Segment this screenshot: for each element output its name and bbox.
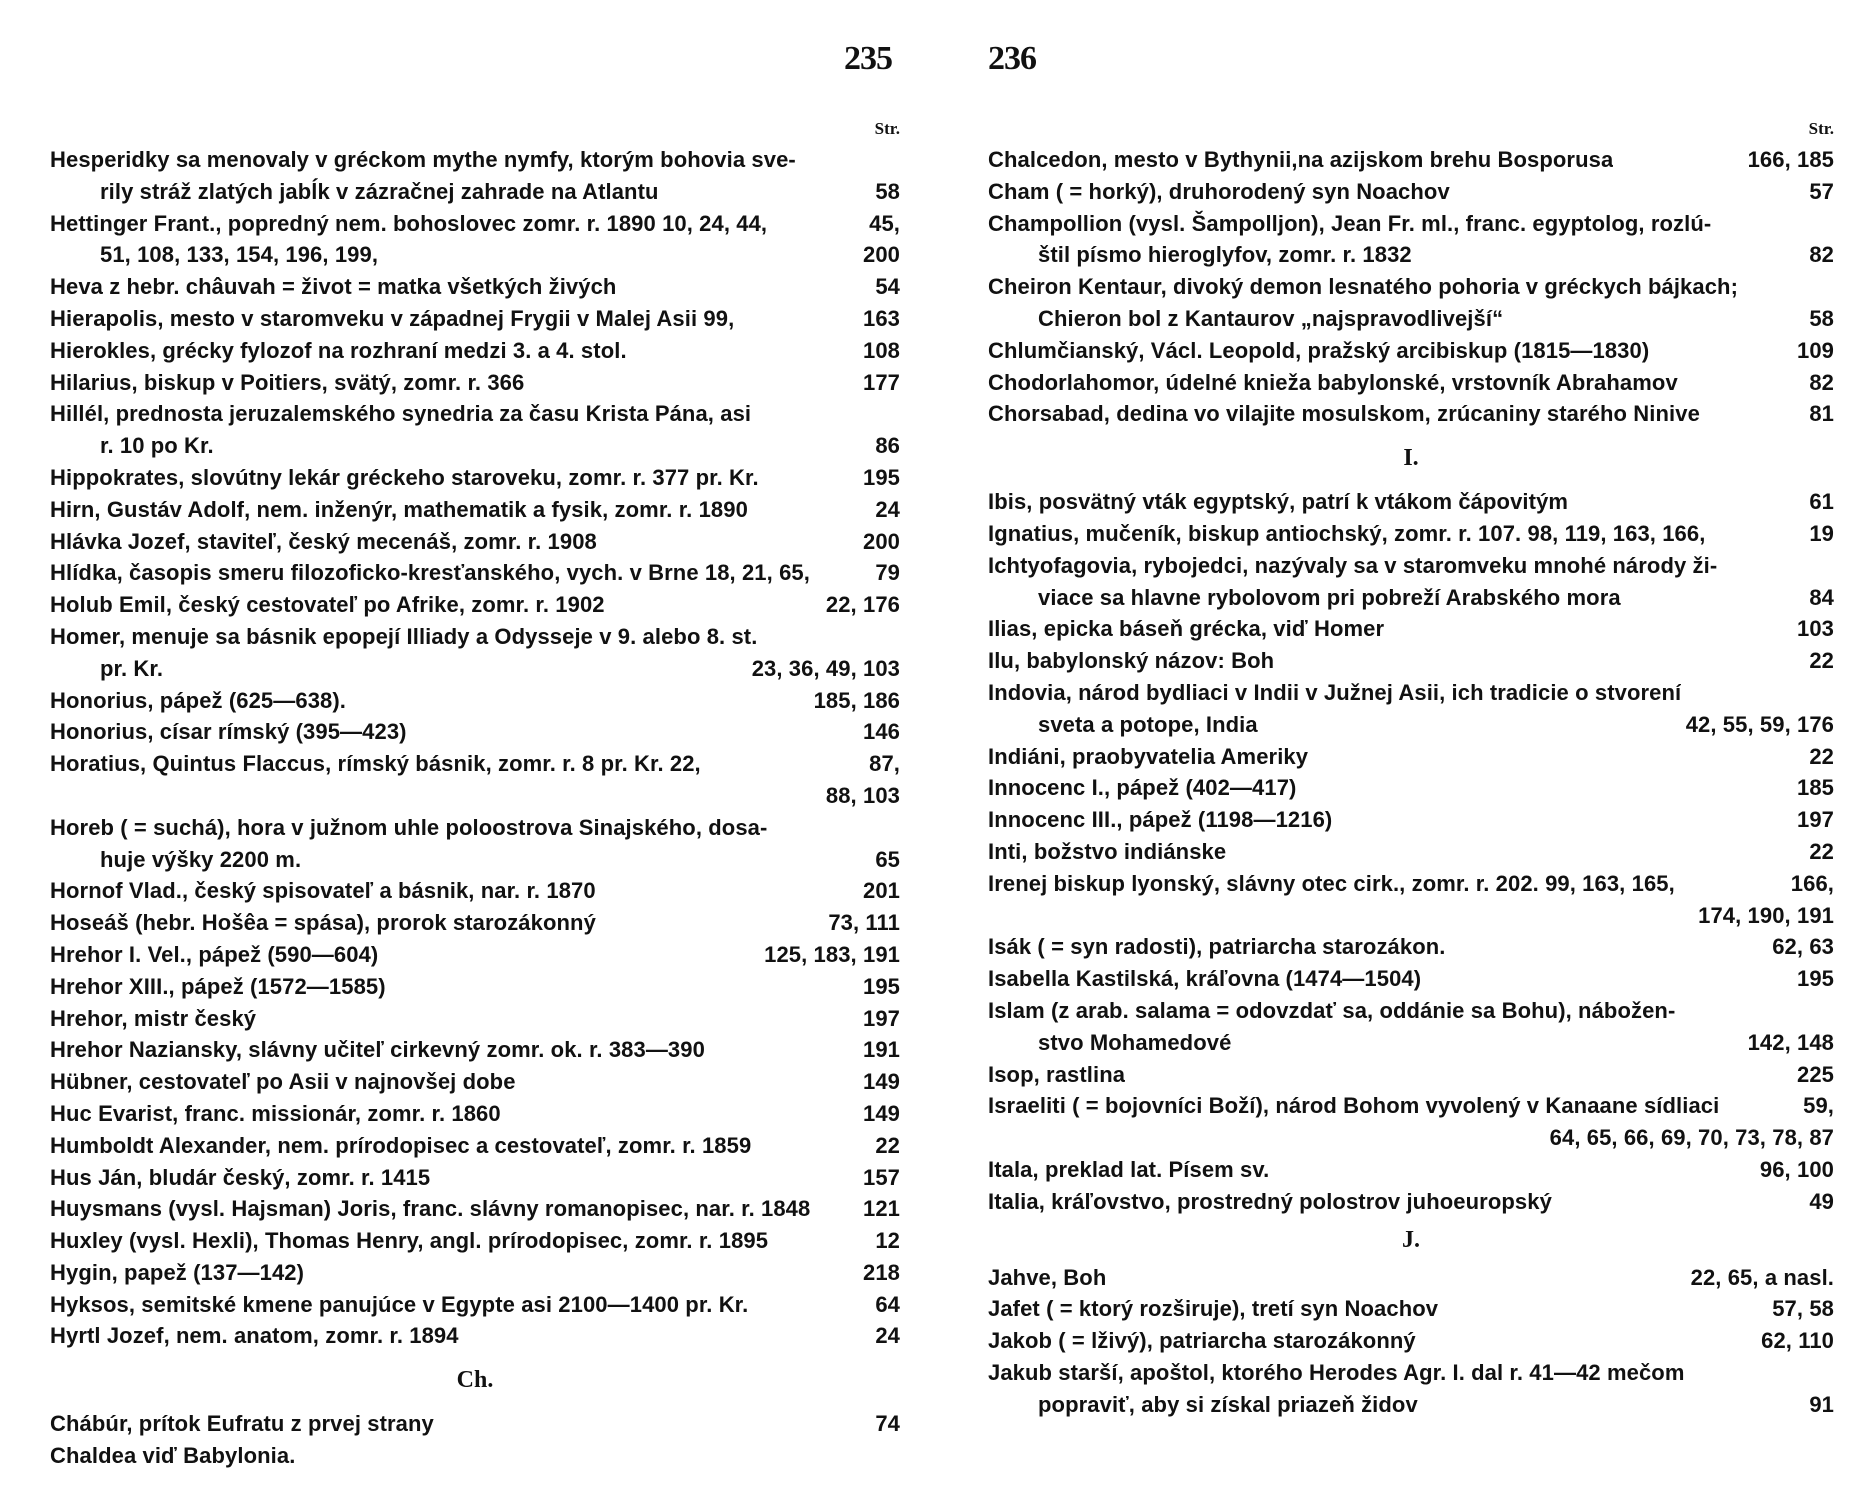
index-entry-line xyxy=(50,494,900,526)
entry-text: viace sa hlavne rybolovom pri pobreží Arabského mora xyxy=(1038,584,1621,610)
entry-text: stvo Mohamedové xyxy=(1038,1029,1232,1055)
entry-page-refs: 57, 58 xyxy=(1772,1296,1834,1322)
entry-text: Holub Emil, český cestovateľ po Afrike, zomr. r. 1902 xyxy=(50,592,605,618)
entry-text: Jafet ( = ktorý rozširuje), tretí syn Noachov xyxy=(988,1296,1439,1322)
index-entry-line xyxy=(50,430,900,462)
entry-text: Huxley (vysl. Hexli), Thomas Henry, angl. prírodopisec, zomr. r. 1895 xyxy=(50,1228,769,1254)
entry-text: Ilias, epicka báseň grécka, viď Homer xyxy=(988,616,1385,642)
index-entry-line xyxy=(50,144,900,176)
entry-text: Innocenc I., pápež (402—417) xyxy=(988,775,1297,801)
entry-page-refs: 73, 111 xyxy=(828,910,900,936)
index-entry-line xyxy=(50,1320,900,1352)
entry-page-refs: 149 xyxy=(862,1069,900,1095)
index-entry-line xyxy=(988,398,1834,430)
index-entry-line xyxy=(50,557,900,589)
entry-page-refs: 191 xyxy=(862,1037,900,1063)
entry-page-refs: 82 xyxy=(1809,242,1834,268)
index-entry-line xyxy=(50,1034,900,1066)
entry-page-refs: 49 xyxy=(1809,1188,1834,1214)
index-entry-line xyxy=(50,1193,900,1225)
entry-text: Hlídka, časopis smeru filozoficko-kresťanského, vych. v Brne 18, 21, 65, xyxy=(50,560,810,586)
entry-text: Heva z hebr. châuvah = život = matka všetkých živých xyxy=(50,274,617,300)
index-entry-line xyxy=(988,1357,1834,1389)
entry-text: Itala, preklad lat. Písem sv. xyxy=(988,1156,1270,1182)
entry-page-refs: 64 xyxy=(875,1291,900,1317)
entry-page-refs: 58 xyxy=(875,178,900,204)
entry-page-refs: 57 xyxy=(1809,178,1834,204)
index-entry-line xyxy=(50,780,900,812)
entry-text: Hübner, cestovateľ po Asii v najnovšej dobe xyxy=(50,1069,516,1095)
entry-text: popraviť, aby si získal priazeň židov xyxy=(1038,1391,1418,1417)
index-entry-line xyxy=(988,335,1834,367)
index-entry-line xyxy=(988,144,1834,176)
entry-text: Hoseáš (hebr. Hošêa = spása), prorok starozákonný xyxy=(50,910,596,936)
index-entry-line xyxy=(50,398,900,430)
index-entry-line xyxy=(50,239,900,271)
index-entry-line xyxy=(50,971,900,1003)
index-entry-line xyxy=(988,486,1834,518)
entry-text: Hlávka Jozef, staviteľ, český mecenáš, zomr. r. 1908 xyxy=(50,528,597,554)
entry-text: Horeb ( = suchá), hora v južnom uhle poloostrova Sinajského, dosa- xyxy=(50,814,768,840)
entry-text: Chaldea viď Babylonia. xyxy=(50,1443,296,1469)
entry-page-refs: 61 xyxy=(1809,489,1834,515)
entry-text: Champollion (vysl. Šampolljon), Jean Fr. ml., franc. egyptolog, rozlú- xyxy=(988,210,1712,236)
entry-page-refs: 121 xyxy=(862,1196,900,1222)
entry-text: Jakub starší, apoštol, ktorého Herodes Agr. I. dal r. 41—42 mečom xyxy=(988,1359,1685,1385)
entry-page-refs: 195 xyxy=(862,464,900,490)
entry-text: štil písmo hieroglyfov, zomr. r. 1832 xyxy=(1038,242,1412,268)
entry-page-refs: 200 xyxy=(862,528,900,554)
entry-text: Hettinger Frant., popredný nem. bohoslovec zomr. r. 1890 10, 24, 44, xyxy=(50,210,768,236)
entry-page-refs: 81 xyxy=(1809,401,1834,427)
entry-text: Hyksos, semitské kmene panujúce v Egypte asi 2100—1400 pr. Kr. xyxy=(50,1291,749,1317)
index-entry-line xyxy=(988,677,1834,709)
index-entry-line xyxy=(50,367,900,399)
entry-text: Ichtyofagovia, rybojedci, nazývaly sa v staromveku mnohé národy ži- xyxy=(988,552,1718,578)
entry-text: Israeliti ( = bojovníci Boží), národ Bohom vyvolený v Kanaane sídliaci xyxy=(988,1093,1720,1119)
entry-text: Hillél, prednosta jeruzalemského synedria za času Krista Pána, asi xyxy=(50,401,752,427)
left-page xyxy=(50,0,900,1500)
entry-text: Cham ( = horký), druhorodený syn Noachov xyxy=(988,178,1450,204)
page-column-label: Str. xyxy=(1808,119,1834,138)
index-entry-line xyxy=(988,550,1834,582)
entry-page-refs: 108 xyxy=(862,337,900,363)
entry-page-refs: 62, 63 xyxy=(1772,934,1834,960)
entry-text: Isabella Kastilská, kráľovna (1474—1504) xyxy=(988,966,1422,992)
entry-text: Huc Evarist, franc. missionár, zomr. r. 1860 xyxy=(50,1100,501,1126)
index-entry-line xyxy=(988,1389,1834,1421)
entry-page-refs: 84 xyxy=(1809,584,1834,610)
entry-page-refs: 142, 148 xyxy=(1747,1029,1834,1055)
entry-page-refs: 24 xyxy=(875,1323,900,1349)
entry-text: Chieron bol z Kantaurov „najspravodlivejší“ xyxy=(1038,305,1504,331)
entry-text: rily stráž zlatých jabĺk v zázračnej zahrade na Atlantu xyxy=(100,178,659,204)
entry-text: Honorius, císar rímský (395—423) xyxy=(50,719,407,745)
index-entry-line xyxy=(50,208,900,240)
entry-text: Jakob ( = lživý), patriarcha starozákonný xyxy=(988,1328,1416,1354)
index-entry-line xyxy=(988,1293,1834,1325)
entry-list-ch-cont xyxy=(988,144,1834,430)
entry-list-j xyxy=(988,1262,1834,1421)
index-entry-line xyxy=(50,716,900,748)
index-entry-line xyxy=(50,1098,900,1130)
entry-page-refs: 163 xyxy=(862,305,900,331)
entry-page-refs: 12 xyxy=(875,1228,900,1254)
entry-text: Hirn, Gustáv Adolf, nem. inženýr, mathematik a fysik, zomr. r. 1890 xyxy=(50,496,748,522)
entry-text: sveta a potope, India xyxy=(1038,711,1258,737)
entry-text: Ilu, babylonský názov: Boh xyxy=(988,648,1275,674)
index-entry-line xyxy=(988,995,1834,1027)
index-entry-line xyxy=(988,1186,1834,1218)
entry-page-refs: 185 xyxy=(1796,775,1834,801)
entry-page-refs: 59, xyxy=(1803,1093,1834,1119)
entry-text: Chodorlahomor, údelné knieža babylonské, vrstovník Abrahamov xyxy=(988,369,1678,395)
entry-text: Hippokrates, slovútny lekár gréckeho staroveku, zomr. r. 377 pr. Kr. xyxy=(50,464,759,490)
entry-text: Innocenc III., pápež (1198—1216) xyxy=(988,807,1333,833)
entry-text: 51, 108, 133, 154, 196, 199, xyxy=(100,242,379,268)
index-entry-line xyxy=(50,812,900,844)
entry-text: Ignatius, mučeník, biskup antiochský, zomr. r. 107. 98, 119, 163, 166, xyxy=(988,520,1706,546)
index-entry-line xyxy=(50,1257,900,1289)
index-entry-line xyxy=(50,462,900,494)
entry-page-refs: 42, 55, 59, 176 xyxy=(1685,711,1834,737)
right-page xyxy=(988,0,1834,1500)
page-column-label: Str. xyxy=(874,119,900,138)
entry-text: Hrehor I. Vel., pápež (590—604) xyxy=(50,941,379,967)
index-entry-line xyxy=(988,963,1834,995)
entry-list-h xyxy=(50,144,900,1352)
index-entry-line xyxy=(988,868,1834,900)
entry-text: Chorsabad, dedina vo vilajite mosulskom, zrúcaniny starého Ninive xyxy=(988,401,1700,427)
entry-page-refs: 166, 185 xyxy=(1747,147,1834,172)
index-entry-line xyxy=(50,1440,900,1472)
entry-page-refs: 22 xyxy=(1809,648,1834,674)
entry-text: Hygin, papež (137—142) xyxy=(50,1259,305,1285)
entry-text: Hierokles, grécky fylozof na rozhraní medzi 3. a 4. stol. xyxy=(50,337,627,363)
index-entry-line xyxy=(988,367,1834,399)
index-entry-line xyxy=(50,939,900,971)
entry-page-refs: 79 xyxy=(875,560,900,586)
entry-page-refs: 74 xyxy=(875,1411,900,1437)
entry-text: Indovia, národ bydliaci v Indii v Južnej Asii, ich tradicie o stvorení xyxy=(988,679,1682,705)
entry-page-refs: 166, xyxy=(1790,870,1834,896)
index-entry-line xyxy=(50,875,900,907)
entry-page-refs: 23, 36, 49, 103 xyxy=(751,655,900,681)
entry-text: Irenej biskup lyonský, slávny otec cirk., zomr. r. 202. 99, 163, 165, xyxy=(988,870,1675,896)
index-entry-line xyxy=(988,931,1834,963)
page-number: 235 xyxy=(844,40,892,77)
entry-page-refs: 54 xyxy=(875,274,900,300)
index-entry-line xyxy=(50,653,900,685)
entry-page-refs: 174, 190, 191 xyxy=(1698,902,1834,928)
index-entry-line xyxy=(988,1262,1834,1294)
entry-text: Honorius, pápež (625—638). xyxy=(50,687,347,713)
entry-text: Huysmans (vysl. Hajsman) Joris, franc. slávny romanopisec, nar. r. 1848 xyxy=(50,1196,811,1222)
entry-page-refs: 197 xyxy=(1796,807,1834,833)
section-heading-i: I. xyxy=(1403,445,1419,472)
index-entry-line xyxy=(988,1122,1834,1154)
entry-text: Hrehor XIII., pápež (1572—1585) xyxy=(50,973,386,999)
entry-page-refs: 22 xyxy=(1809,838,1834,864)
entry-page-refs: 200 xyxy=(862,242,900,268)
entry-text: Hrehor, mistr český xyxy=(50,1005,257,1031)
entry-page-refs: 103 xyxy=(1796,616,1834,642)
entry-list-i xyxy=(988,486,1834,1217)
index-entry-line xyxy=(988,804,1834,836)
entry-page-refs: 195 xyxy=(862,973,900,999)
entry-page-refs: 62, 110 xyxy=(1761,1328,1834,1354)
section-heading-j: J. xyxy=(1402,1226,1420,1253)
entry-page-refs: 109 xyxy=(1796,337,1834,363)
index-entries xyxy=(988,144,1834,1420)
index-entry-line xyxy=(50,844,900,876)
index-entry-line xyxy=(50,907,900,939)
entry-page-refs: 146 xyxy=(862,719,900,745)
entry-page-refs: 22 xyxy=(875,1132,900,1158)
index-entry-line xyxy=(50,1225,900,1257)
entry-page-refs: 225 xyxy=(1796,1061,1834,1087)
entry-text: Ibis, posvätný vták egyptský, patrí k vtákom čápovitým xyxy=(988,489,1569,515)
entry-text: Hyrtl Jozef, nem. anatom, zomr. r. 1894 xyxy=(50,1323,459,1349)
index-entry-line xyxy=(50,303,900,335)
entry-text: pr. Kr. xyxy=(100,655,164,681)
entry-page-refs: 65 xyxy=(875,846,900,872)
entry-text: Homer, menuje sa básnik epopejí Illiady a Odysseje v 9. alebo 8. st. xyxy=(50,623,758,649)
entry-page-refs: 87, xyxy=(869,751,900,777)
index-entry-line xyxy=(50,526,900,558)
index-entries xyxy=(50,144,900,1472)
entry-page-refs: 96, 100 xyxy=(1759,1156,1834,1182)
entry-page-refs: 197 xyxy=(862,1005,900,1031)
entry-page-refs: 185, 186 xyxy=(813,687,900,713)
entry-page-refs: 22, 65, a nasl. xyxy=(1690,1264,1834,1290)
index-entry-line xyxy=(988,741,1834,773)
index-entry-line xyxy=(988,1154,1834,1186)
entry-page-refs: 157 xyxy=(862,1164,900,1190)
entry-page-refs: 177 xyxy=(862,369,900,395)
index-entry-line xyxy=(988,1027,1834,1059)
entry-page-refs: 201 xyxy=(862,878,900,904)
index-entry-line xyxy=(988,271,1834,303)
index-entry-line xyxy=(50,176,900,208)
entry-text: Chlumčianský, Václ. Leopold, pražský arcibiskup (1815—1830) xyxy=(988,337,1650,363)
entry-text: Cheiron Kentaur, divoký demon lesnatého pohoria v gréckych bájkach; xyxy=(988,274,1739,300)
entry-text: Isák ( = syn radosti), patriarcha starozákon. xyxy=(988,934,1446,960)
entry-page-refs: 88, 103 xyxy=(825,782,900,808)
index-entry-line xyxy=(50,271,900,303)
entry-text: huje výšky 2200 m. xyxy=(100,846,302,872)
entry-page-refs: 64, 65, 66, 69, 70, 73, 78, 87 xyxy=(1549,1125,1834,1151)
entry-text: Humboldt Alexander, nem. prírodopisec a cestovateľ, zomr. r. 1859 xyxy=(50,1132,752,1158)
entry-text: Islam (z arab. salama = odovzdať sa, oddánie sa Bohu), nábožen- xyxy=(988,997,1676,1023)
index-entry-line xyxy=(988,613,1834,645)
index-entry-line xyxy=(988,1059,1834,1091)
index-entry-line xyxy=(50,621,900,653)
entry-page-refs: 58 xyxy=(1809,305,1834,331)
entry-page-refs: 149 xyxy=(862,1100,900,1126)
index-entry-line xyxy=(50,1130,900,1162)
index-entry-line xyxy=(50,1066,900,1098)
entry-text: Hrehor Naziansky, slávny učiteľ cirkevný zomr. ok. r. 383—390 xyxy=(50,1037,705,1063)
entry-page-refs: 22 xyxy=(1809,743,1834,769)
entry-text: r. 10 po Kr. xyxy=(100,433,214,459)
entry-text: Hus Ján, bludár český, zomr. r. 1415 xyxy=(50,1164,431,1190)
index-entry-line xyxy=(988,176,1834,208)
entry-text: Jahve, Boh xyxy=(988,1264,1107,1290)
entry-page-refs: 24 xyxy=(875,496,900,522)
index-entry-line xyxy=(988,1325,1834,1357)
entry-text: Inti, božstvo indiánske xyxy=(988,838,1227,864)
index-entry-line xyxy=(50,589,900,621)
entry-text: Hesperidky sa menovaly v gréckom mythe nymfy, ktorým bohovia sve- xyxy=(50,147,796,172)
index-entry-line xyxy=(988,518,1834,550)
entry-text: Italia, kráľovstvo, prostredný polostrov juhoeuropský xyxy=(988,1188,1552,1214)
entry-text: Hierapolis, mesto v staromveku v západnej Frygii v Malej Asii 99, xyxy=(50,305,735,331)
index-entry-line xyxy=(988,772,1834,804)
entry-page-refs: 86 xyxy=(875,433,900,459)
section-heading-ch: Ch. xyxy=(456,1367,494,1394)
index-entry-line xyxy=(988,709,1834,741)
index-entry-line xyxy=(50,1003,900,1035)
entry-list-ch xyxy=(50,1408,900,1472)
entry-page-refs: 19 xyxy=(1809,520,1834,546)
entry-text: Indiáni, praobyvatelia Ameriky xyxy=(988,743,1309,769)
entry-text: Isop, rastlina xyxy=(988,1061,1126,1087)
index-entry-line xyxy=(50,1408,900,1440)
entry-page-refs: 195 xyxy=(1796,966,1834,992)
entry-text: Hilarius, biskup v Poitiers, svätý, zomr. r. 366 xyxy=(50,369,525,395)
entry-page-refs: 91 xyxy=(1809,1391,1834,1417)
entry-text: Chalcedon, mesto v Bythynii,na azijskom brehu Bosporusa xyxy=(988,147,1614,172)
index-entry-line xyxy=(988,582,1834,614)
entry-page-refs: 45, xyxy=(869,210,900,236)
entry-text: Horatius, Quintus Flaccus, rímský básnik, zomr. r. 8 pr. Kr. 22, xyxy=(50,751,701,777)
index-entry-line xyxy=(50,748,900,780)
index-entry-line xyxy=(988,239,1834,271)
entry-page-refs: 82 xyxy=(1809,369,1834,395)
index-entry-line xyxy=(988,303,1834,335)
entry-page-refs: 125, 183, 191 xyxy=(764,941,900,967)
entry-text: Hornof Vlad., český spisovateľ a básnik, nar. r. 1870 xyxy=(50,878,596,904)
page-number: 236 xyxy=(988,40,1036,77)
entry-page-refs: 22, 176 xyxy=(825,592,900,618)
index-entry-line xyxy=(988,1090,1834,1122)
entry-text: Chábúr, prítok Eufratu z prvej strany xyxy=(50,1411,434,1437)
index-entry-line xyxy=(50,335,900,367)
index-entry-line xyxy=(50,1162,900,1194)
index-entry-line xyxy=(988,836,1834,868)
index-entry-line xyxy=(50,1289,900,1321)
index-entry-line xyxy=(988,645,1834,677)
index-entry-line xyxy=(988,900,1834,932)
index-entry-line xyxy=(50,685,900,717)
index-entry-line xyxy=(988,208,1834,240)
entry-page-refs: 218 xyxy=(862,1259,900,1285)
